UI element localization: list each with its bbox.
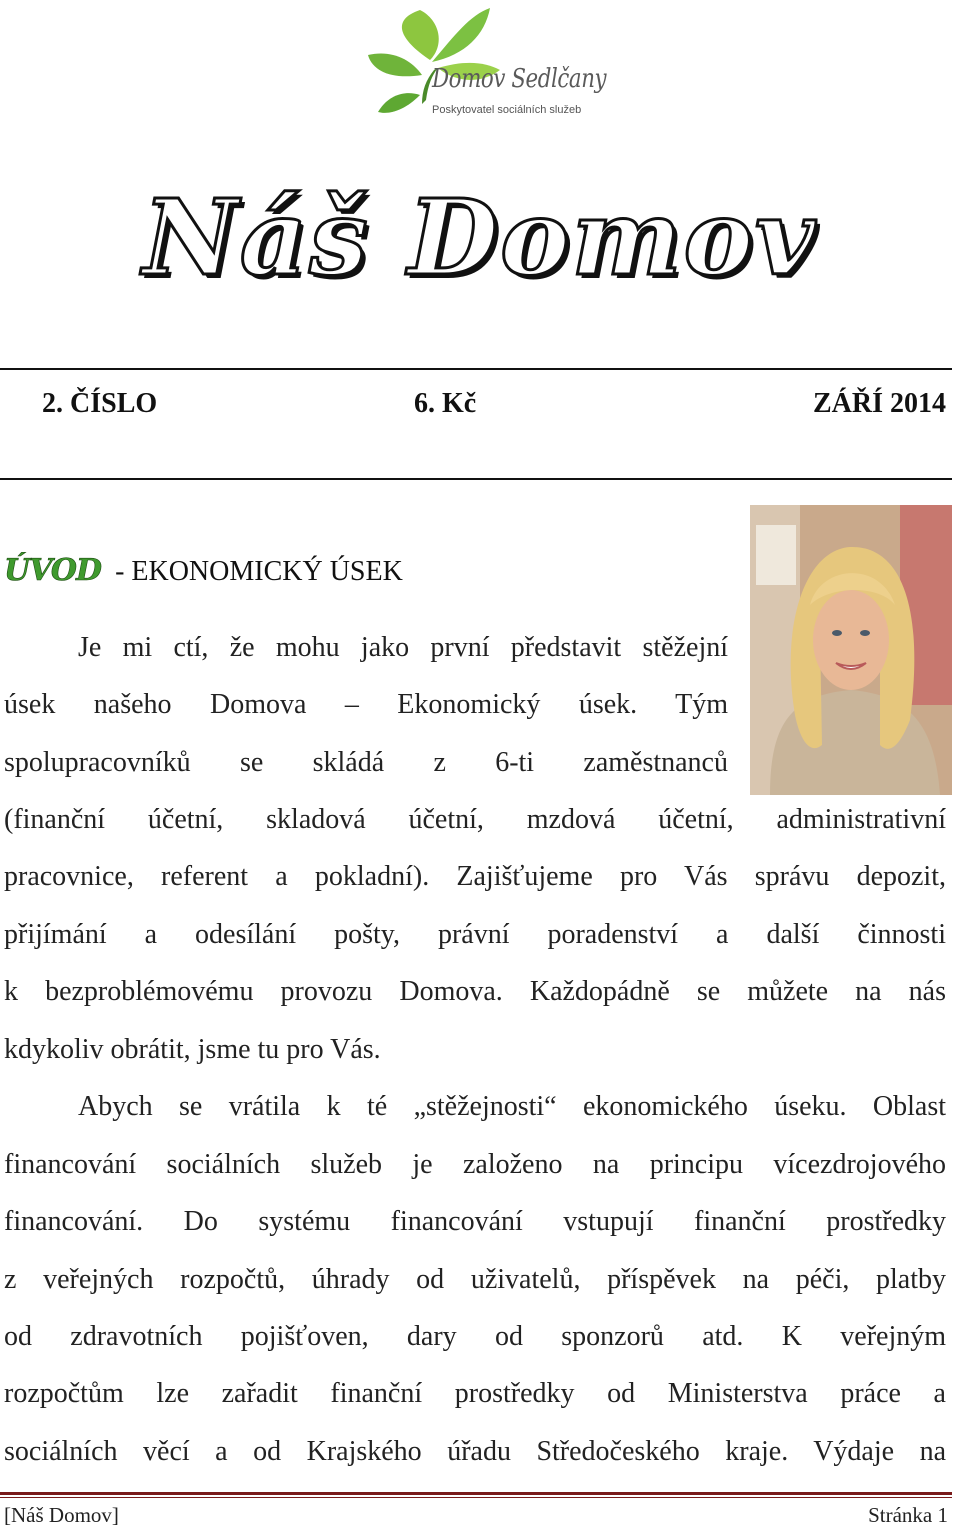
section-heading xyxy=(4,553,403,593)
issue-divider xyxy=(0,478,952,480)
footer-rule-thin xyxy=(0,1497,952,1498)
top-divider xyxy=(0,368,952,370)
body-line: financování sociálních služeb je založeno na principu vícezdrojového xyxy=(4,1149,946,1180)
body-line: (finanční účetní, skladová účetní, mzdová účetní, administrativní xyxy=(4,804,946,835)
body-line: úsek našeho Domova – Ekonomický úsek. Tým xyxy=(4,689,728,720)
masthead-title: Náš Domov xyxy=(142,176,818,299)
issue-number: 2. ČÍSLO xyxy=(42,388,158,419)
section-title: - EKONOMICKÝ ÚSEK xyxy=(115,556,403,587)
issue-price: 6. Kč xyxy=(414,388,477,419)
body-line: přijímání a odesílání pošty, právní poradenství a další činnosti xyxy=(4,919,946,950)
body-line: z veřejných rozpočtů, úhrady od uživatelů, příspěvek na péči, platby xyxy=(4,1264,946,1295)
body-line: od zdravotních pojišťoven, dary od sponzorů atd. K veřejným xyxy=(4,1321,946,1352)
body-line: Abych se vrátila k té „stěžejnosti“ ekonomického úseku. Oblast xyxy=(78,1091,946,1122)
body-line: Je mi ctí, že mohu jako první představit stěžejní xyxy=(78,632,728,663)
section-script-label: ÚVOD xyxy=(4,553,102,588)
footer-rule xyxy=(0,1492,952,1495)
logo-name: Domov Sedlčany xyxy=(432,64,607,94)
body-line: kdykoliv obrátit, jsme tu pro Vás. xyxy=(4,1034,381,1065)
author-portrait-photo xyxy=(750,505,952,795)
footer-publication-name: [Náš Domov] xyxy=(4,1503,119,1527)
leaf-icon xyxy=(368,8,500,113)
body-line: spolupracovníků se skládá z 6-ti zaměstnanců xyxy=(4,747,728,778)
logo-tagline: Poskytovatel sociálních služeb xyxy=(432,104,582,116)
body-line: sociálních věcí a od Krajského úřadu Středočeského kraje. Výdaje na xyxy=(4,1436,946,1467)
body-line: rozpočtům lze zařadit finanční prostředky od Ministerstva práce a xyxy=(4,1378,946,1409)
issue-date: ZÁŘÍ 2014 xyxy=(812,388,946,419)
body-line: pracovnice, referent a pokladní). Zajišťujeme pro Vás správu depozit, xyxy=(4,861,946,892)
body-line: financování. Do systému financování vstupují finanční prostředky xyxy=(4,1206,946,1237)
footer-page-number: Stránka 1 xyxy=(868,1503,948,1527)
issue-info-row xyxy=(42,388,946,428)
body-line: k bezproblémovému provozu Domova. Každopádně se můžete na nás xyxy=(4,976,946,1007)
